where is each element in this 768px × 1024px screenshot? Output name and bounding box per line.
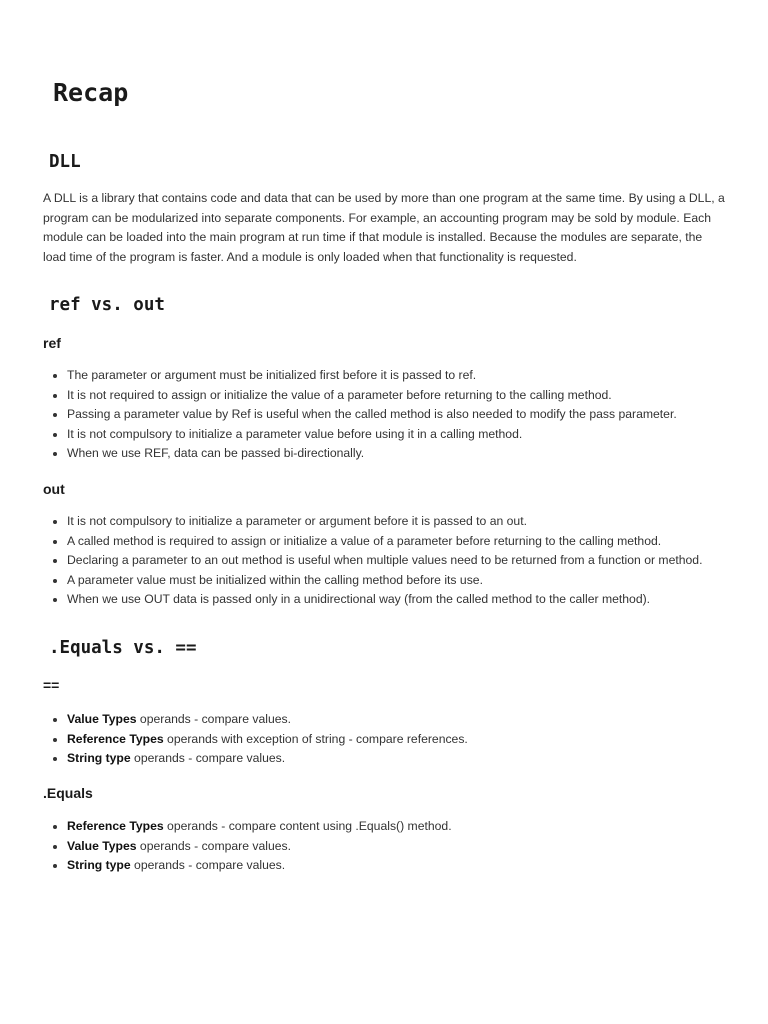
section-heading-dll: DLL <box>49 152 81 172</box>
out-list <box>43 512 737 610</box>
subheading-out: out <box>43 481 65 497</box>
subheading-eqeq: == <box>43 677 60 693</box>
term-bold: Value Types <box>67 712 137 726</box>
term-description: operands - compare values. <box>130 858 286 872</box>
equals-list <box>43 817 737 876</box>
subheading-equals: .Equals <box>43 785 93 801</box>
term-bold: Value Types <box>67 838 137 853</box>
list-item: • When we use REF, data can be passed bi-directionally. <box>67 444 737 464</box>
list-item <box>67 710 737 730</box>
subheading-ref: ref <box>43 335 61 351</box>
list-item: • A parameter value must be initialized within the calling method before its use. <box>67 571 737 591</box>
term-bold: Reference Types <box>67 819 164 833</box>
term-description: operands - compare values. <box>130 751 286 765</box>
section-heading-equals-vs: .Equals vs. == <box>49 638 197 658</box>
term-description: operands - compare content using .Equals() method. <box>163 819 452 833</box>
list-item: • It is not compulsory to initialize a parameter value before using it in a calling method. <box>67 425 737 445</box>
list-item: • The parameter or argument must be initialized first before it is passed to ref. <box>67 366 737 386</box>
term-description: operands - compare values. <box>136 838 292 853</box>
list-item: • Passing a parameter value by Ref is useful when the called method is also needed to modify the pass parameter. <box>67 405 737 425</box>
ref-list <box>43 366 737 464</box>
dll-paragraph: A DLL is a library that contains code and data that can be used by more than one program at the same time. By using a DLL, a program can be modularized into separate components. For example, an accounting program may be sold by module. Each module can be loaded into the main program at run time if that module is installed. Because the modules are separate, the load time of the program is faster. And a module is only loaded when that functionality is requested. <box>43 191 725 264</box>
list-item: • Declaring a parameter to an out method is useful when multiple values need to be returned from a function or method. <box>67 551 737 571</box>
list-item: • It is not required to assign or initialize the value of a parameter before returning to the calling method. <box>67 386 737 406</box>
list-item: • A called method is required to assign or initialize a value of a parameter before returning to the calling method. <box>67 532 737 552</box>
term-bold: Reference Types <box>67 731 164 746</box>
list-item <box>67 856 737 876</box>
term-bold: String type <box>67 751 131 765</box>
list-item: • When we use OUT data is passed only in a unidirectional way (from the called method to the caller method). <box>67 590 737 610</box>
term-bold: String type <box>67 858 131 872</box>
list-item <box>67 730 737 750</box>
term-description: operands with exception of string - compare references. <box>163 731 468 746</box>
list-item <box>67 837 737 857</box>
term-description: operands - compare values. <box>136 712 292 726</box>
page-title: Recap <box>53 78 129 107</box>
list-item <box>67 749 737 769</box>
section-heading-ref-vs-out: ref vs. out <box>49 295 165 315</box>
list-item: • It is not compulsory to initialize a parameter or argument before it is passed to an out. <box>67 512 737 532</box>
eqeq-list <box>43 710 737 769</box>
list-item <box>67 817 737 837</box>
